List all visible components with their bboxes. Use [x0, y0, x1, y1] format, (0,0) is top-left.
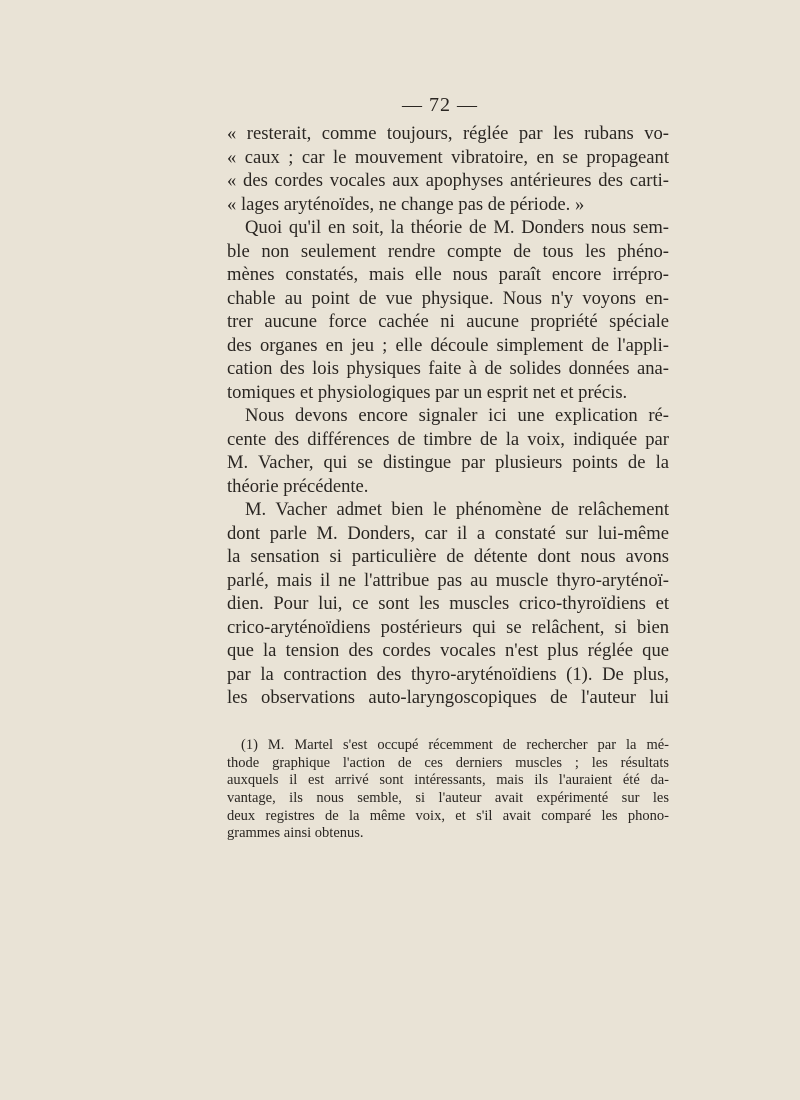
text-line: mènes constatés, mais elle nous paraît encore irrépro- — [227, 264, 669, 285]
body-text — [227, 122, 669, 710]
text-line: « lages aryténoïdes, ne change pas de période. » — [227, 193, 585, 215]
text-line: les observations auto-laryngoscopiques de l'auteur lui — [227, 687, 669, 708]
footnote-line: auxquels il est arrivé sont intéressants, mais ils l'auraient été da- — [227, 772, 669, 789]
text-line: cation des lois physiques faite à de solides données ana- — [227, 358, 669, 379]
text-line: dont parle M. Donders, car il a constaté sur lui-même — [227, 522, 669, 544]
text-line: « caux ; car le mouvement vibratoire, en se propageant — [227, 146, 669, 168]
footnote-line: deux registres de la même voix, et s'il avait comparé les phono- — [227, 807, 669, 824]
footnote-line: thode graphique l'action de ces derniers muscles ; les résultats — [227, 754, 669, 771]
text-line: cente des différences de timbre de la voix, indiquée par — [227, 428, 669, 450]
text-line: « resterait, comme toujours, réglée par les rubans vo- — [227, 123, 669, 144]
text-line: théorie précédente. — [227, 475, 369, 497]
text-line: la sensation si particulière de détente dont nous avons — [227, 546, 669, 567]
text-line: dien. Pour lui, ce sont les muscles crico-thyroïdiens et — [227, 593, 669, 614]
text-line: trer aucune force cachée ni aucune propriété spéciale — [227, 311, 669, 332]
footnote — [227, 737, 669, 843]
text-line: crico-aryténoïdiens postérieurs qui se relâchent, si bien — [227, 616, 669, 638]
footnote-line: vantage, ils nous semble, si l'auteur avait expérimenté sur les — [227, 790, 669, 807]
text-line: parlé, mais il ne l'attribue pas au muscle thyro-aryténoï- — [227, 569, 669, 591]
text-line: ble non seulement rendre compte de tous les phéno- — [227, 240, 669, 262]
text-line: Quoi qu'il en soit, la théorie de M. Donders nous sem- — [245, 217, 669, 238]
text-line: des organes en jeu ; elle découle simplement de l'appli- — [227, 334, 669, 356]
footnote-line: (1) M. Martel s'est occupé récemment de rechercher par la mé- — [241, 737, 669, 753]
text-line: par la contraction des thyro-aryténoïdiens (1). De plus, — [227, 663, 669, 685]
text-line: Nous devons encore signaler ici une explication ré- — [245, 405, 669, 426]
page-number: — 72 — — [402, 94, 478, 116]
text-line: M. Vacher, qui se distingue par plusieurs points de la — [227, 452, 669, 473]
text-line: « des cordes vocales aux apophyses antérieures des carti- — [227, 170, 669, 191]
text-line: M. Vacher admet bien le phénomène de relâchement — [245, 499, 669, 520]
footnote-line: grammes ainsi obtenus. — [227, 825, 364, 842]
text-line: tomiques et physiologiques par un esprit net et précis. — [227, 381, 628, 403]
text-line: que la tension des cordes vocales n'est plus réglée que — [227, 640, 669, 661]
text-line: chable au point de vue physique. Nous n'y voyons en- — [227, 287, 669, 309]
